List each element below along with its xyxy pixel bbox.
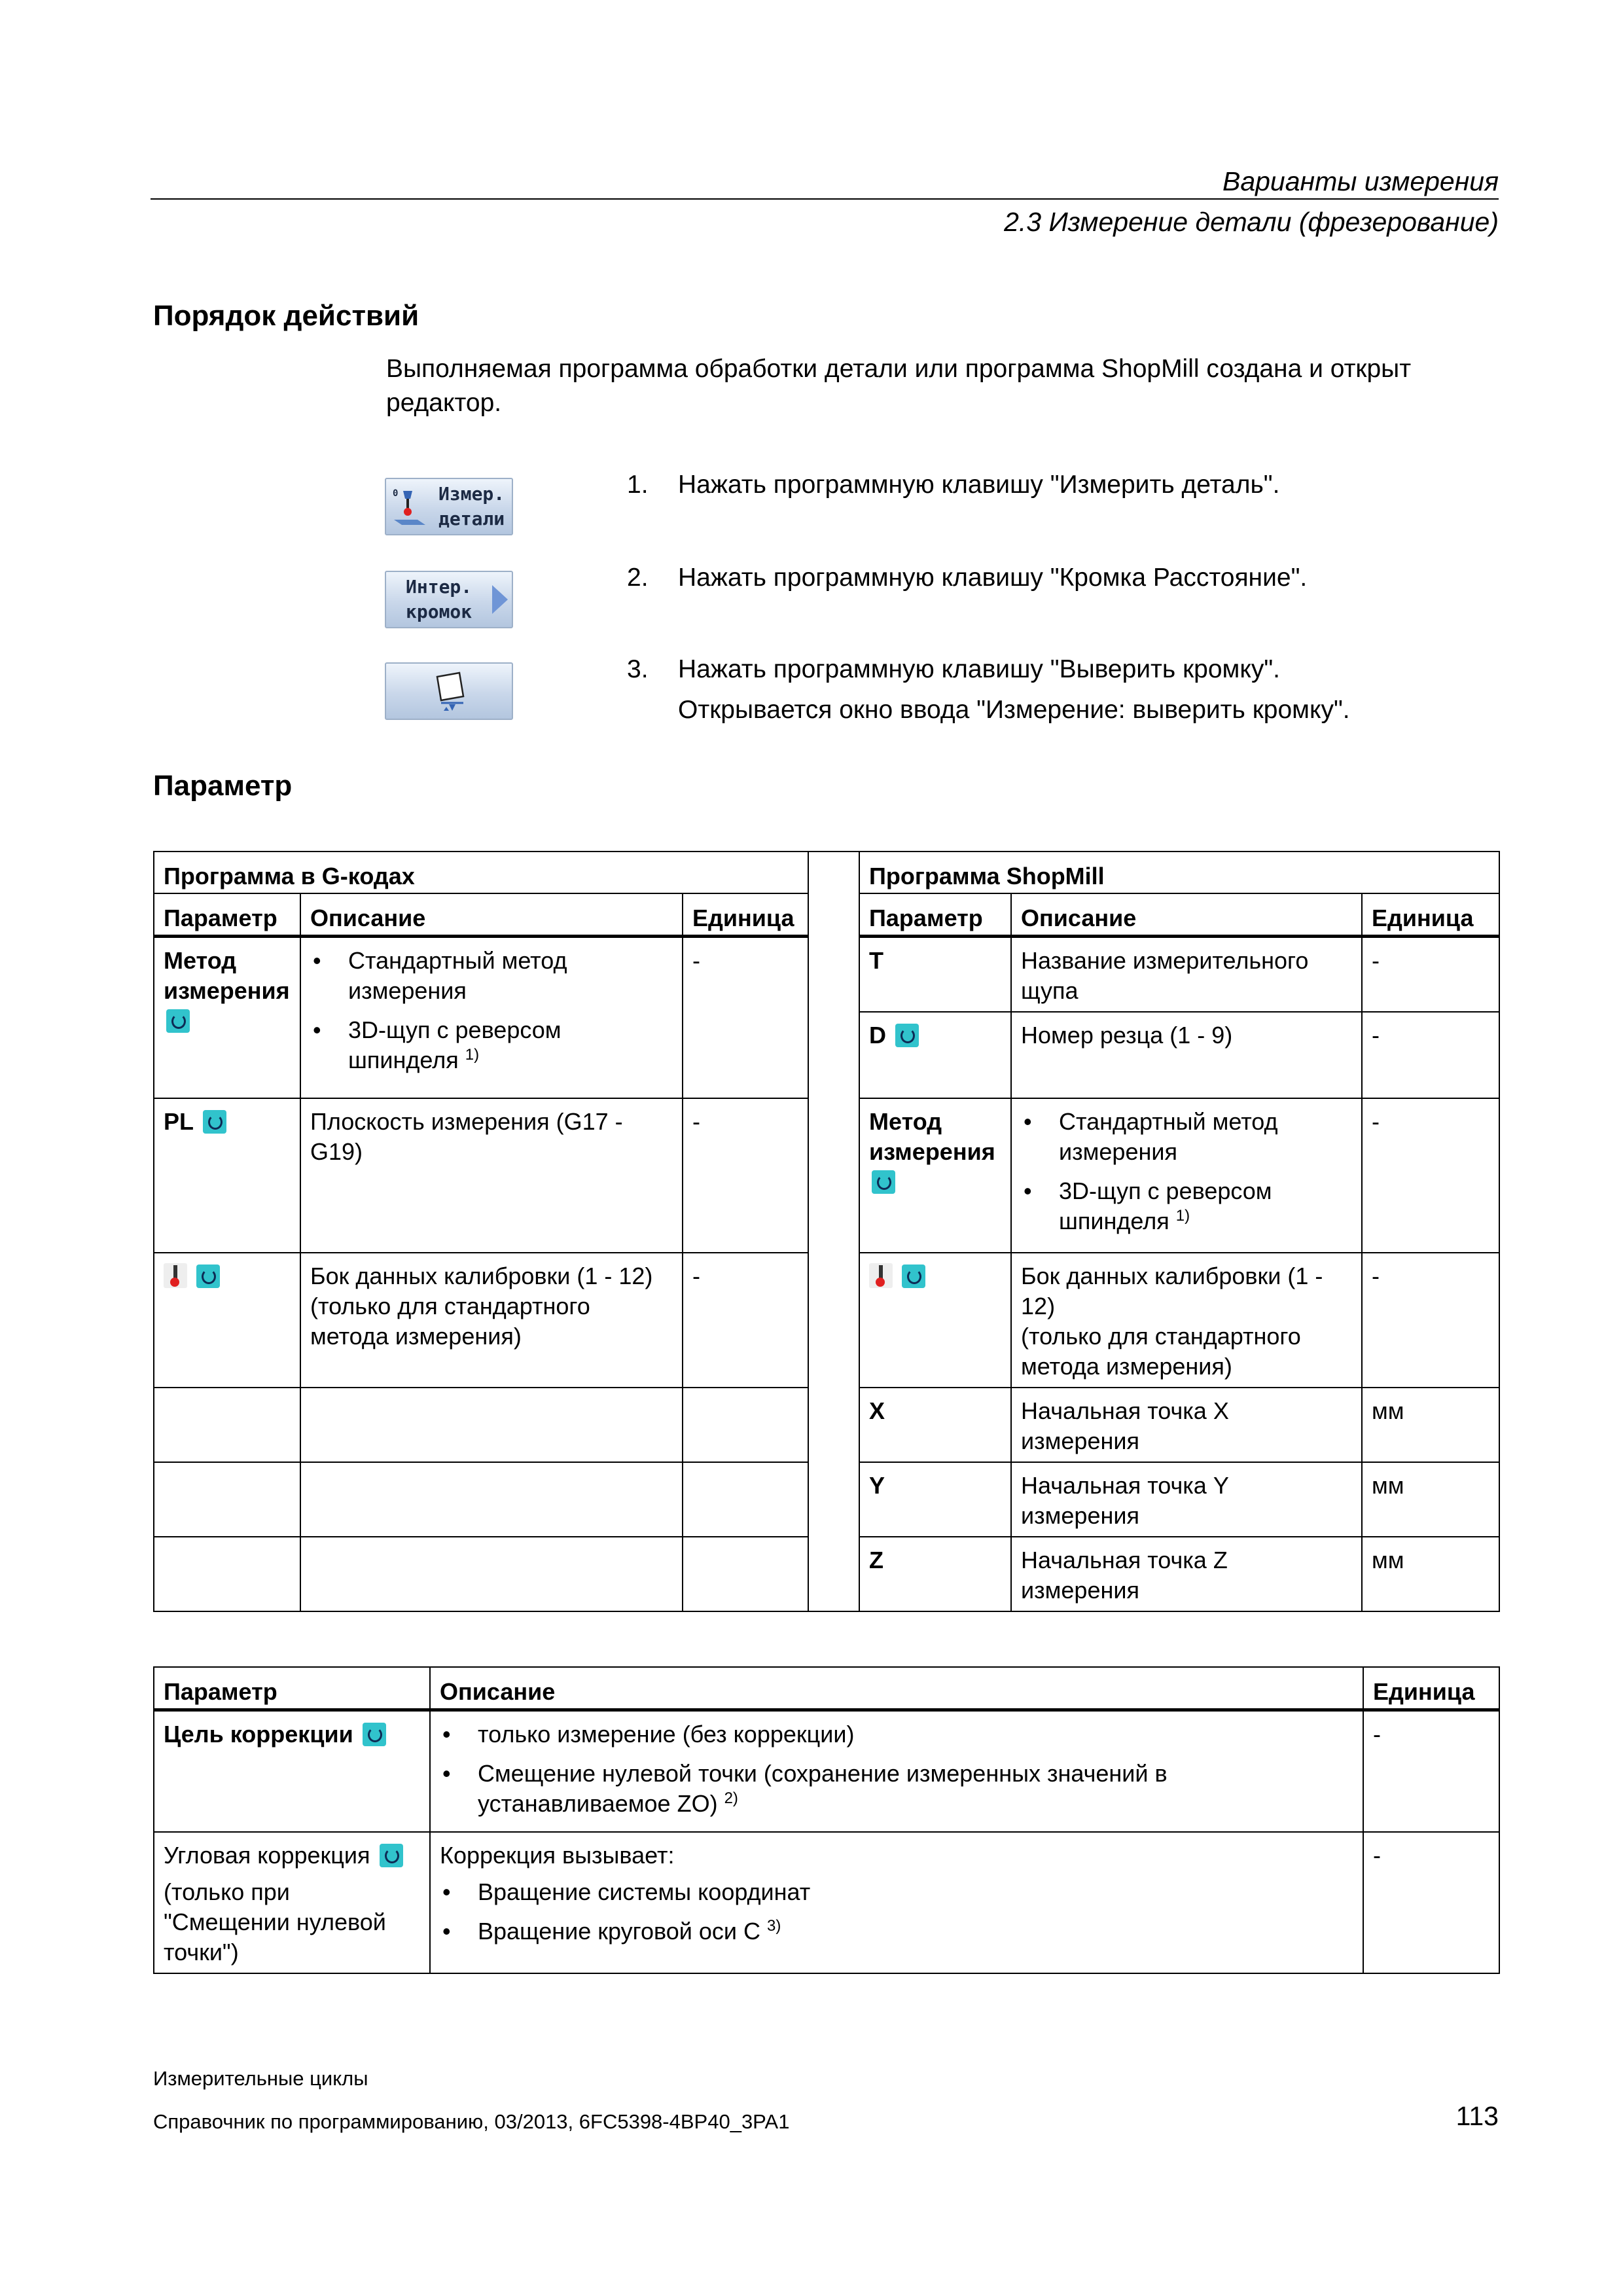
- empty-cell: [300, 1537, 683, 1611]
- table-row: [859, 1012, 1011, 1098]
- toggle-cycle-icon: [902, 1265, 925, 1288]
- toggle-cycle-icon: [872, 1170, 895, 1194]
- list-item: • только измерение (без коррекции): [440, 1719, 1353, 1749]
- col-header-unit: Единица: [1362, 893, 1499, 937]
- param-name: Z: [859, 1537, 1011, 1611]
- correction-table: [153, 1666, 1500, 1974]
- page-number: 113: [1455, 2101, 1499, 2131]
- param-unit: -: [1363, 1710, 1499, 1832]
- param-unit: -: [1362, 1012, 1499, 1098]
- param-name: Угловая коррекция: [164, 1841, 370, 1869]
- param-desc: Начальная точка Y измерения: [1011, 1462, 1362, 1537]
- probe-tool-icon: [391, 487, 428, 529]
- table-row: [859, 1098, 1011, 1253]
- toggle-cycle-icon: [380, 1844, 403, 1867]
- softkey-label-line1: Измер.: [438, 483, 505, 505]
- table-row: [154, 937, 300, 1099]
- col-header-param: Параметр: [859, 893, 1011, 937]
- empty-cell: [683, 1388, 808, 1462]
- param-unit: -: [1363, 1832, 1499, 1973]
- probe-icon: [869, 1263, 893, 1288]
- toggle-cycle-icon: [203, 1110, 226, 1134]
- arrow-right-icon: [491, 584, 509, 615]
- procedure-intro: Выполняемая программа обработки детали или программа ShopMill создана и открыт редактор.: [386, 355, 1412, 417]
- param-name: X: [859, 1388, 1011, 1462]
- probe-icon: [164, 1263, 187, 1288]
- empty-cell: [300, 1388, 683, 1462]
- footer-book-title: Измерительные циклы: [153, 2067, 368, 2090]
- shopmill-program-title: Программа ShopMill: [859, 852, 1499, 893]
- param-desc: Плоскость измерения (G17 - G19): [300, 1098, 683, 1253]
- col-header-param: Параметр: [154, 1667, 430, 1710]
- softkey-label-line2: детали: [438, 508, 505, 529]
- list-item: • Стандартный метод измерения: [310, 946, 673, 1006]
- empty-cell: [154, 1462, 300, 1537]
- param-unit: -: [683, 937, 808, 1099]
- param-note: (только при "Смещении нулевой точки"): [164, 1878, 386, 1965]
- step-text: Нажать программную клавишу "Кромка Расстояние".: [678, 564, 1308, 592]
- empty-cell: [300, 1462, 683, 1537]
- step-result-text: Открывается окно ввода "Измерение: выверить кромку".: [678, 696, 1350, 724]
- param-unit: -: [1362, 1253, 1499, 1388]
- align-edge-icon: [427, 670, 474, 715]
- list-item: • Смещение нулевой точки (сохранение измеренных значений в устанавливаемое ZO) $^{2)}$: [440, 1759, 1353, 1819]
- col-header-param: Параметр: [154, 893, 300, 937]
- step-number: 3.: [627, 655, 649, 683]
- param-name: T: [859, 937, 1011, 1013]
- param-desc: Коррекция вызывает: • Вращение системы координат • Вращение круговой оси C $^{3)}$: [430, 1832, 1363, 1973]
- col-header-desc: Описание: [430, 1667, 1363, 1710]
- list-item: • Стандартный метод измерения: [1021, 1107, 1352, 1167]
- table-row: [154, 1098, 300, 1253]
- list-item: • 3D-щуп с реверсом шпинделя $^{1)}$: [1021, 1176, 1352, 1236]
- param-desc: Название измерительного щупа: [1011, 937, 1362, 1013]
- param-unit: -: [683, 1253, 808, 1388]
- param-desc: Бок данных калибровки (1 - 12) (только для стандартного метода измерения): [1011, 1253, 1362, 1388]
- param-desc: Бок данных калибровки (1 - 12) (только для стандартного метода измерения): [300, 1253, 683, 1388]
- param-desc: Начальная точка Z измерения: [1011, 1537, 1362, 1611]
- col-header-desc: Описание: [300, 893, 683, 937]
- list-item: • 3D-щуп с реверсом шпинделя $^{1)}$: [310, 1015, 673, 1075]
- footnote-ref: 2): [724, 1789, 738, 1807]
- header-rule: [151, 198, 1499, 200]
- list-item: • Вращение системы координат: [440, 1877, 1353, 1907]
- empty-cell: [683, 1462, 808, 1537]
- toggle-cycle-icon: [196, 1265, 220, 1288]
- toggle-cycle-icon: [895, 1024, 919, 1047]
- param-desc: Номер резца (1 - 9): [1011, 1012, 1362, 1098]
- gcode-program-title: Программа в G-кодах: [154, 852, 808, 893]
- param-unit: мм: [1362, 1388, 1499, 1462]
- param-desc: [430, 1710, 1363, 1832]
- table-row: [859, 1253, 1011, 1388]
- param-desc: Начальная точка X измерения: [1011, 1388, 1362, 1462]
- parameter-table: [153, 851, 1500, 1612]
- param-unit: мм: [1362, 1537, 1499, 1611]
- param-name: PL: [164, 1108, 194, 1135]
- param-unit: -: [683, 1098, 808, 1253]
- param-unit: мм: [1362, 1462, 1499, 1537]
- table-row: [154, 1253, 300, 1388]
- measure-workpiece-softkey[interactable]: [385, 478, 513, 535]
- step-text: Нажать программную клавишу "Измерить деталь".: [678, 471, 1280, 499]
- softkey-label-line1: Интер.: [406, 576, 473, 598]
- edge-distance-softkey[interactable]: [385, 571, 513, 628]
- toggle-cycle-icon: [166, 1009, 190, 1033]
- param-name: Метод измерения: [164, 947, 290, 1004]
- footnote-ref: 3): [767, 1916, 781, 1935]
- table-row: [154, 1710, 430, 1832]
- empty-cell: [683, 1537, 808, 1611]
- param-desc: [300, 937, 683, 1099]
- table-row: [154, 1832, 430, 1973]
- col-header-desc: Описание: [1011, 893, 1362, 937]
- col-header-unit: Единица: [1363, 1667, 1499, 1710]
- chapter-title: Варианты измерения: [1222, 166, 1499, 196]
- param-name: D: [869, 1022, 887, 1049]
- step-number: 2.: [627, 564, 649, 592]
- footnote-ref: 1): [465, 1046, 480, 1064]
- step-number: 1.: [627, 471, 649, 499]
- softkey-label-line2: кромок: [406, 601, 473, 622]
- step-text: Нажать программную клавишу "Выверить кромку".: [678, 655, 1281, 683]
- param-name: Y: [859, 1462, 1011, 1537]
- param-name: Цель коррекции: [164, 1721, 353, 1748]
- param-desc: [1011, 1098, 1362, 1253]
- list-item: • Вращение круговой оси C $^{3)}$: [440, 1916, 1353, 1946]
- footer-manual-info: Справочник по программированию, 03/2013, 6FC5398-4BP40_3PA1: [153, 2110, 790, 2133]
- toggle-cycle-icon: [363, 1723, 386, 1746]
- svg-text:0: 0: [393, 488, 399, 499]
- table-spacer: [808, 852, 859, 1611]
- procedure-heading: Порядок действий: [153, 300, 419, 332]
- param-unit: -: [1362, 937, 1499, 1013]
- section-title: 2.3 Измерение детали (фрезерование): [1004, 207, 1499, 237]
- empty-cell: [154, 1388, 300, 1462]
- param-unit: -: [1362, 1098, 1499, 1253]
- parameter-heading: Параметр: [153, 770, 293, 802]
- align-edge-softkey[interactable]: [385, 662, 513, 720]
- footnote-ref: 1): [1175, 1207, 1190, 1225]
- col-header-unit: Единица: [683, 893, 808, 937]
- empty-cell: [154, 1537, 300, 1611]
- param-name: Метод измерения: [869, 1108, 995, 1165]
